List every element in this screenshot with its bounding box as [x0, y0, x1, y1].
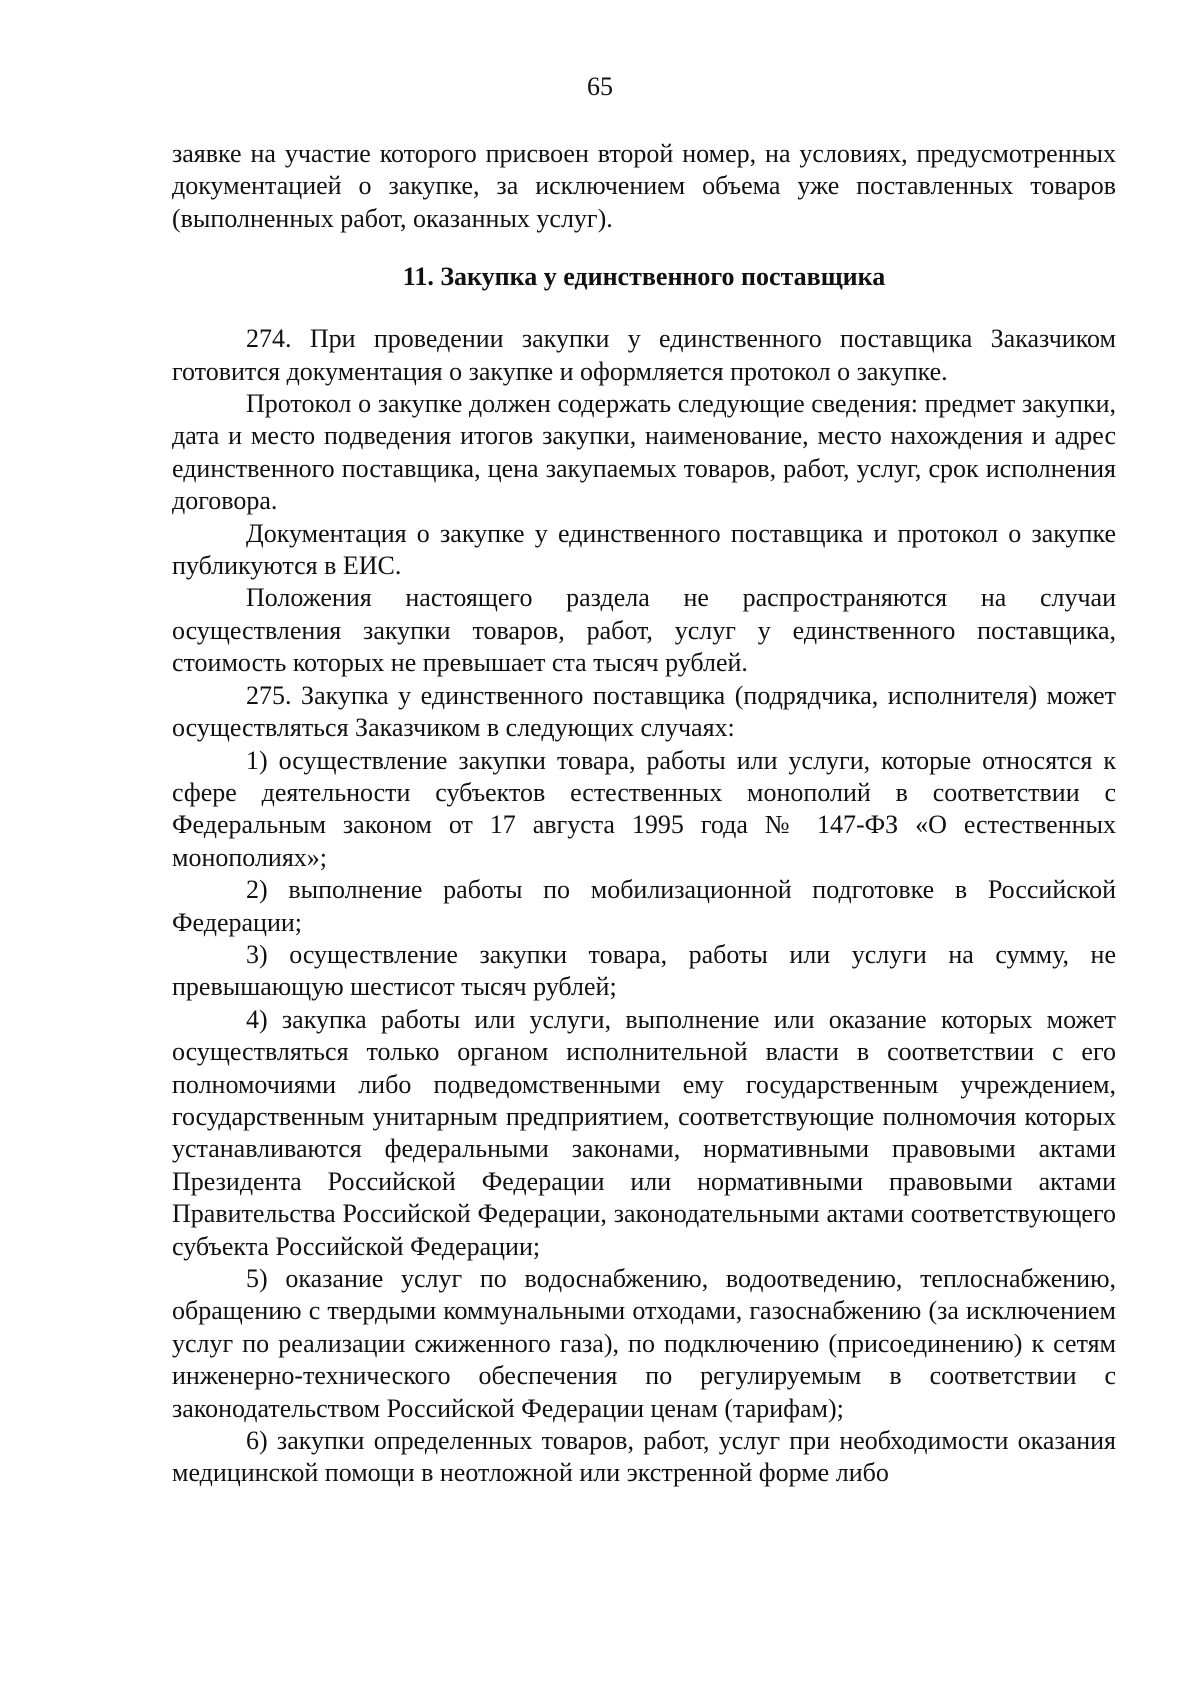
list-item-6: 6) закупки определенных товаров, работ, услуг при необходимости оказания медицинской помощи в неотложной или экстренной форме либо: [172, 1426, 1116, 1488]
list-item-3: 3) осуществление закупки товара, работы или услуги на сумму, не превышающую шестисот тысяч рублей;: [172, 939, 1116, 1002]
document-body: [172, 138, 1116, 1490]
list-item-1: 1) осуществление закупки товара, работы или услуги, которые относятся к сфере деятельности субъектов естественных монополий в соответствии с Федеральным законом от 17 августа 1995 года № 147-ФЗ «О естественных монополиях»;: [172, 745, 1116, 872]
list-item-2: 2) выполнение работы по мобилизационной подготовке в Российской Федерации;: [172, 875, 1116, 937]
paragraph-publication: Документация о закупке у единственного поставщика и протокол о закупке публикуются в ЕИС.: [172, 518, 1116, 581]
intro-paragraph: заявке на участие которого присвоен второй номер, на условиях, предусмотренных документацией о закупке, за исключением объема уже поставленных товаров (выполненных работ, оказанных услуг).: [172, 139, 1116, 233]
paragraph-275: 275. Закупка у единственного поставщика (подрядчика, исполнителя) может осуществляться Заказчиком в следующих случаях:: [172, 680, 1116, 743]
section-heading: 11. Закупка у единственного поставщика: [402, 262, 886, 292]
list-item-5: 5) оказание услуг по водоснабжению, водоотведению, теплоснабжению, обращению с твердыми коммунальными отходами, газоснабжению (за исключением услуг по реализации сжиженного газа), по подключению (присоединению) к сетям инженерно-технического обеспечения по регулируемым в соответствии с законодательством Российской Федерации ценам (тарифам);: [172, 1264, 1116, 1423]
paragraph-exception: Положения настоящего раздела не распространяются на случаи осуществления закупки товаров, работ, услуг у единственного поставщика, стоимость которых не превышает ста тысяч рублей.: [172, 583, 1116, 678]
paragraph-274: 274. При проведении закупки у единственного поставщика Заказчиком готовится документация о закупке и оформляется протокол о закупке.: [172, 324, 1116, 386]
list-item-4: 4) закупка работы или услуги, выполнение или оказание которых может осуществляться только органом исполнительной власти в соответствии с его полномочиями либо подведомственными ему государственным учреждением, государственным унитарным предприятием, соответствующие полномочия которых устанавливаются федеральными законами, нормативными правовыми актами Президента Российской Федерации или нормативными правовыми актами Правительства Российской Федерации, законодательными актами соответствующего субъекта Российской Федерации;: [172, 1004, 1116, 1261]
page-number: 65: [587, 72, 613, 101]
paragraph-protocol-contents: Протокол о закупке должен содержать следующие сведения: предмет закупки, дата и место подведения итогов закупки, наименование, место нахождения и адрес единственного поставщика, цена закупаемых товаров, работ, услуг, срок исполнения договора.: [172, 389, 1116, 516]
